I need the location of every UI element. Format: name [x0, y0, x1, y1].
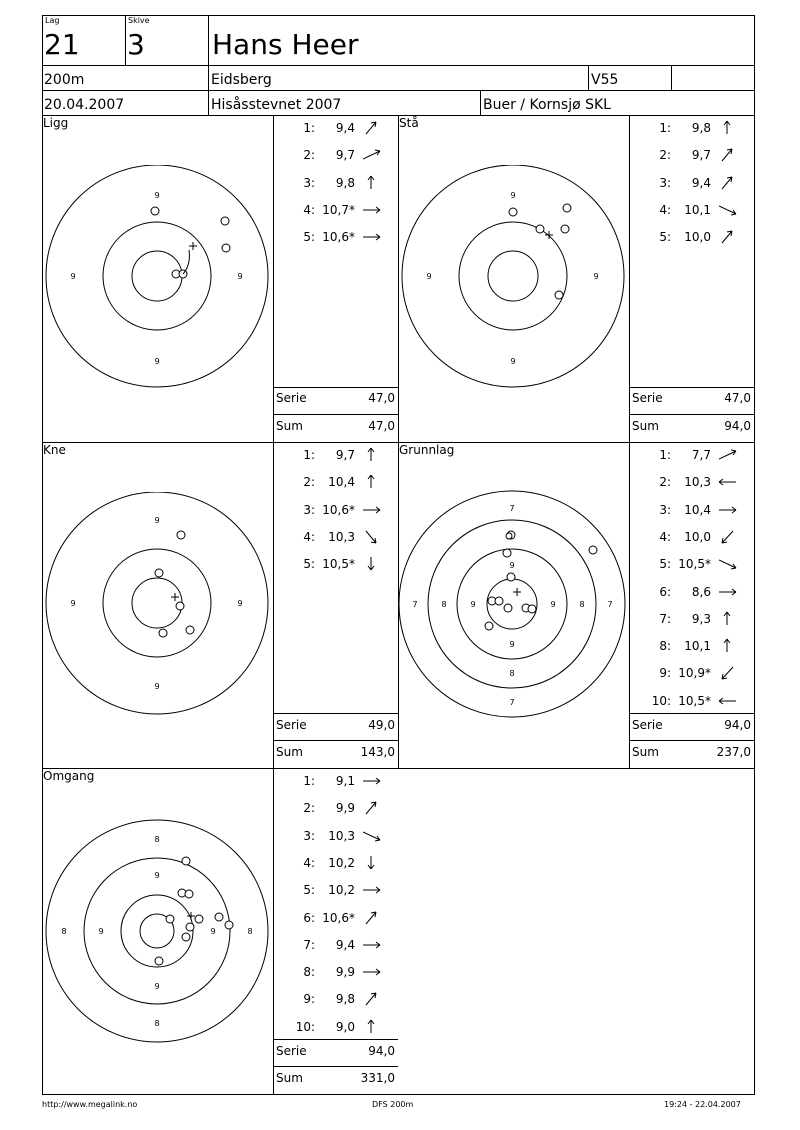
direction-arrow-icon — [363, 556, 383, 572]
serie-row-label: Serie — [276, 1044, 307, 1058]
shot-value: 10,1 — [684, 639, 711, 653]
skive-value: 3 — [127, 28, 145, 61]
shot-number: 7: — [303, 938, 315, 952]
shot-number: 6: — [303, 911, 315, 925]
shot-value: 10,5* — [678, 557, 711, 571]
direction-arrow-icon — [719, 529, 739, 545]
ring-label: 7 — [509, 698, 515, 707]
shot-number: 4: — [303, 530, 315, 544]
shot-value: 10,2 — [328, 856, 355, 870]
shot-value: 9,0 — [335, 1020, 355, 1034]
shot-value: 9,7 — [335, 448, 355, 462]
serie-row-label: Serie — [276, 391, 307, 405]
serie-row — [273, 391, 398, 407]
ring-label: 7 — [509, 504, 515, 513]
ring-label: 9 — [70, 272, 76, 281]
shot-row — [295, 230, 395, 246]
shot-number: 8: — [659, 639, 671, 653]
hit-mark — [222, 244, 230, 252]
direction-arrow-icon — [363, 828, 383, 844]
ring-label: 8 — [579, 600, 585, 609]
shot-row — [295, 475, 395, 491]
hit-mark — [182, 857, 190, 865]
shot-value: 10,6* — [322, 911, 355, 925]
shot-value: 10,3 — [328, 829, 355, 843]
shot-value: 10,2 — [328, 883, 355, 897]
direction-arrow-icon — [363, 882, 383, 898]
shot-row — [651, 639, 751, 655]
shot-value: 9,8 — [691, 121, 711, 135]
direction-arrow-icon — [719, 502, 739, 518]
hit-mark — [177, 531, 185, 539]
event-name: Hisåsstevnet 2007 — [211, 97, 342, 113]
sum-row-value: 331,0 — [360, 1071, 395, 1085]
sum-row-label: Sum — [632, 419, 659, 433]
shot-value: 10,6* — [322, 503, 355, 517]
shot-value: 9,4 — [335, 938, 355, 952]
hit-mark — [536, 225, 544, 233]
shot-number: 3: — [659, 503, 671, 517]
center-mark — [171, 593, 179, 601]
direction-arrow-icon — [363, 937, 383, 953]
shot-value: 10,7* — [322, 203, 355, 217]
sum-row — [273, 419, 398, 435]
shot-row — [651, 448, 751, 464]
shot-value: 9,4 — [691, 176, 711, 190]
ring-label: 7 — [412, 600, 418, 609]
shot-number: 1: — [303, 448, 315, 462]
direction-arrow-icon — [719, 474, 739, 490]
hit-mark — [195, 915, 203, 923]
ring-label: 8 — [509, 669, 515, 678]
shot-number: 2: — [303, 475, 315, 489]
hit-mark — [555, 291, 563, 299]
shot-row — [651, 694, 751, 710]
shot-value: 9,4 — [335, 121, 355, 135]
shot-row — [295, 992, 395, 1008]
sum-row — [273, 745, 398, 761]
hit-mark — [503, 549, 511, 557]
hit-mark — [186, 923, 194, 931]
direction-arrow-icon — [719, 120, 739, 136]
ring-label: 9 — [70, 599, 76, 608]
shot-number: 5: — [659, 557, 671, 571]
lag-label: Lag — [45, 16, 60, 25]
direction-arrow-icon — [719, 584, 739, 600]
ring-label: 9 — [154, 871, 160, 880]
ring-label: 9 — [550, 600, 556, 609]
shot-number: 10: — [295, 1020, 315, 1034]
hit-mark — [561, 225, 569, 233]
hit-mark — [151, 207, 159, 215]
shot-row — [295, 148, 395, 164]
shot-row — [295, 774, 395, 790]
shot-number: 5: — [303, 230, 315, 244]
shot-row — [295, 801, 395, 817]
shot-number: 1: — [303, 774, 315, 788]
target-kne — [43, 492, 273, 722]
direction-arrow-icon — [363, 502, 383, 518]
shot-value: 10,9* — [678, 666, 711, 680]
hit-mark — [504, 604, 512, 612]
ring-label: 8 — [154, 1019, 160, 1028]
ring-label: 8 — [61, 927, 67, 936]
shot-row — [651, 666, 751, 682]
serie-row-value: 94,0 — [724, 718, 751, 732]
hit-mark — [155, 957, 163, 965]
hit-mark — [589, 546, 597, 554]
date: 20.04.2007 — [44, 97, 125, 113]
serie-row — [273, 1044, 398, 1060]
serie-row-value: 49,0 — [368, 718, 395, 732]
shot-row — [295, 203, 395, 219]
serie-row — [629, 718, 754, 734]
distance: 200m — [44, 72, 85, 88]
shot-value: 9,9 — [335, 801, 355, 815]
shot-value: 9,9 — [335, 965, 355, 979]
serie-row-label: Serie — [632, 391, 663, 405]
shot-number: 2: — [659, 148, 671, 162]
shot-row — [295, 176, 395, 192]
shot-value: 10,5* — [322, 557, 355, 571]
shot-row — [295, 938, 395, 954]
shot-number: 10: — [651, 694, 671, 708]
shot-value: 9,7 — [335, 148, 355, 162]
hit-mark — [221, 217, 229, 225]
shot-number: 2: — [303, 801, 315, 815]
shot-value: 9,7 — [691, 148, 711, 162]
shot-number: 1: — [659, 448, 671, 462]
direction-arrow-icon — [719, 229, 739, 245]
shot-number: 3: — [303, 176, 315, 190]
target-sta — [399, 165, 629, 395]
shot-row — [651, 585, 751, 601]
center-mark — [513, 588, 521, 596]
direction-arrow-icon — [363, 1019, 383, 1035]
shot-row — [295, 965, 395, 981]
direction-arrow-icon — [363, 447, 383, 463]
shot-number: 4: — [659, 530, 671, 544]
ring-label: 9 — [470, 600, 476, 609]
ring-label: 9 — [426, 272, 432, 281]
hit-mark — [528, 605, 536, 613]
skive-label: Skive — [128, 16, 150, 25]
shot-value: 10,3 — [328, 530, 355, 544]
direction-arrow-icon — [719, 638, 739, 654]
shot-value: 10,3 — [684, 475, 711, 489]
footer-url[interactable]: http://www.megalink.no — [42, 1100, 138, 1109]
sum-row — [629, 419, 754, 435]
sum-row-label: Sum — [276, 1071, 303, 1085]
shot-value: 8,6 — [691, 585, 711, 599]
ring-label: 9 — [154, 516, 160, 525]
direction-arrow-icon — [363, 120, 383, 136]
target-omgang — [43, 815, 273, 1055]
ring-label: 9 — [593, 272, 599, 281]
shot-row — [651, 121, 751, 137]
shot-value: 10,0 — [684, 530, 711, 544]
direction-arrow-icon — [363, 229, 383, 245]
hit-mark — [166, 915, 174, 923]
hit-mark — [507, 573, 515, 581]
shot-number: 3: — [303, 503, 315, 517]
location: Buer / Kornsjø SKL — [483, 97, 611, 113]
shooter-name: Hans Heer — [212, 28, 359, 61]
direction-arrow-icon — [719, 611, 739, 627]
footer-program: DFS 200m — [372, 1100, 414, 1109]
sum-row — [629, 745, 754, 761]
shot-row — [295, 503, 395, 519]
shot-number: 1: — [303, 121, 315, 135]
ring-label: 9 — [154, 191, 160, 200]
serie-row — [629, 391, 754, 407]
shot-value: 10,4 — [684, 503, 711, 517]
shot-number: 5: — [303, 883, 315, 897]
shot-number: 6: — [659, 585, 671, 599]
shot-row — [295, 911, 395, 927]
target-grunnlag — [399, 488, 629, 728]
direction-arrow-icon — [363, 964, 383, 980]
shot-number: 7: — [659, 612, 671, 626]
direction-arrow-icon — [363, 855, 383, 871]
shot-number: 8: — [303, 965, 315, 979]
ring-label: 9 — [154, 682, 160, 691]
direction-arrow-icon — [363, 147, 383, 163]
shot-row — [651, 230, 751, 246]
direction-arrow-icon — [719, 175, 739, 191]
shot-value: 10,5* — [678, 694, 711, 708]
ring-label: 9 — [154, 982, 160, 991]
shot-number: 9: — [303, 992, 315, 1006]
direction-arrow-icon — [363, 800, 383, 816]
shot-number: 3: — [303, 829, 315, 843]
ring-label: 8 — [247, 927, 253, 936]
shot-number: 9: — [659, 666, 671, 680]
hit-mark — [215, 913, 223, 921]
serie-row-label: Serie — [276, 718, 307, 732]
shot-row — [295, 829, 395, 845]
shot-row — [651, 475, 751, 491]
ring-label: 7 — [607, 600, 613, 609]
direction-arrow-icon — [363, 474, 383, 490]
center-mark — [189, 242, 197, 250]
sum-row-label: Sum — [276, 745, 303, 759]
direction-arrow-icon — [363, 202, 383, 218]
sum-row — [273, 1071, 398, 1087]
shot-row — [295, 856, 395, 872]
ring-label: 9 — [509, 561, 515, 570]
shot-row — [651, 612, 751, 628]
shot-value: 10,4 — [328, 475, 355, 489]
shot-row — [651, 557, 751, 573]
direction-arrow-icon — [719, 665, 739, 681]
shot-row — [651, 148, 751, 164]
hit-mark — [155, 569, 163, 577]
target-ligg — [43, 165, 273, 395]
ring-label: 9 — [154, 357, 160, 366]
ring-label: 9 — [237, 599, 243, 608]
ring-label: 9 — [510, 357, 516, 366]
direction-arrow-icon — [363, 991, 383, 1007]
shot-value: 10,1 — [684, 203, 711, 217]
shot-number: 4: — [303, 856, 315, 870]
ring-label: 9 — [509, 640, 515, 649]
serie-row-value: 47,0 — [368, 391, 395, 405]
hit-mark — [182, 933, 190, 941]
hit-mark — [563, 204, 571, 212]
ring-label: 9 — [98, 927, 104, 936]
lag-value: 21 — [44, 28, 80, 61]
shot-row — [295, 448, 395, 464]
serie-row — [273, 718, 398, 734]
footer-timestamp: 19:24 - 22.04.2007 — [664, 1100, 741, 1109]
club: Eidsberg — [211, 72, 272, 88]
shot-row — [651, 176, 751, 192]
shot-value: 9,8 — [335, 176, 355, 190]
hit-mark — [176, 602, 184, 610]
ring-label: 8 — [441, 600, 447, 609]
shot-row — [295, 530, 395, 546]
shot-row — [651, 503, 751, 519]
shot-number: 1: — [659, 121, 671, 135]
direction-arrow-icon — [363, 529, 383, 545]
shot-value: 7,7 — [691, 448, 711, 462]
direction-arrow-icon — [363, 910, 383, 926]
sum-row-value: 47,0 — [368, 419, 395, 433]
hit-mark — [159, 629, 167, 637]
shot-row — [295, 1020, 395, 1036]
hit-mark — [225, 921, 233, 929]
shot-number: 4: — [659, 203, 671, 217]
sum-row-label: Sum — [632, 745, 659, 759]
sum-row-label: Sum — [276, 419, 303, 433]
direction-arrow-icon — [719, 693, 739, 709]
hit-mark — [185, 890, 193, 898]
ring-label: 8 — [154, 835, 160, 844]
shot-row — [295, 121, 395, 137]
shot-number: 3: — [659, 176, 671, 190]
shot-value: 9,1 — [335, 774, 355, 788]
shot-row — [651, 530, 751, 546]
sum-row-value: 237,0 — [716, 745, 751, 759]
hit-mark — [485, 622, 493, 630]
ring-label: 9 — [237, 272, 243, 281]
shot-value: 9,8 — [335, 992, 355, 1006]
sum-row-value: 94,0 — [724, 419, 751, 433]
shot-number: 4: — [303, 203, 315, 217]
hit-mark — [506, 533, 512, 539]
shot-number: 2: — [659, 475, 671, 489]
shot-number: 5: — [303, 557, 315, 571]
shot-number: 5: — [659, 230, 671, 244]
serie-row-label: Serie — [632, 718, 663, 732]
ring-label: 9 — [210, 927, 216, 936]
hit-mark — [509, 208, 517, 216]
ring-label: 9 — [510, 191, 516, 200]
direction-arrow-icon — [719, 202, 739, 218]
panel-title-kne: Kne — [43, 443, 66, 457]
shot-row — [295, 557, 395, 573]
panel-title-grunnlag: Grunnlag — [399, 443, 455, 457]
shot-value: 9,3 — [691, 612, 711, 626]
serie-row-value: 47,0 — [724, 391, 751, 405]
shot-value: 10,6* — [322, 230, 355, 244]
shot-row — [651, 203, 751, 219]
shot-row — [295, 883, 395, 899]
hit-mark — [495, 597, 503, 605]
panel-title-ligg: Ligg — [43, 116, 69, 130]
serie-row-value: 94,0 — [368, 1044, 395, 1058]
sum-row-value: 143,0 — [360, 745, 395, 759]
shooter-class: V55 — [591, 72, 619, 88]
direction-arrow-icon — [363, 773, 383, 789]
hit-mark — [186, 626, 194, 634]
direction-arrow-icon — [719, 447, 739, 463]
panel-title-sta: Stå — [399, 116, 419, 130]
shot-value: 10,0 — [684, 230, 711, 244]
panel-title-omgang: Omgang — [43, 769, 95, 783]
direction-arrow-icon — [363, 175, 383, 191]
shot-number: 2: — [303, 148, 315, 162]
direction-arrow-icon — [719, 556, 739, 572]
direction-arrow-icon — [719, 147, 739, 163]
